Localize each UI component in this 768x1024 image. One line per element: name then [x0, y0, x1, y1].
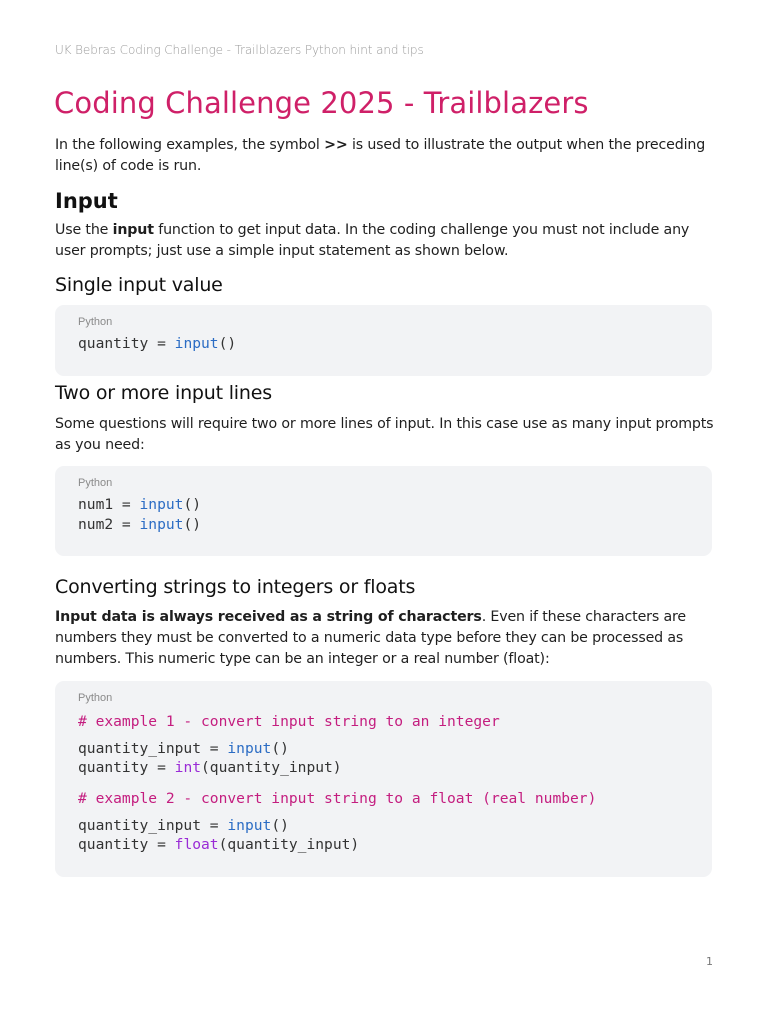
running-header: UK Bebras Coding Challenge - Trailblazers Python hint and tips [55, 43, 424, 57]
code-builtin: input [227, 817, 272, 834]
page-number: 1 [706, 955, 713, 968]
code-builtin: input [174, 335, 219, 352]
code-line [78, 836, 359, 853]
converting-bold-text: Input data is always received as a string of characters [55, 609, 482, 625]
intro-text-end: is used to illustrate the output when the preceding line(s) of code is run. [55, 137, 706, 174]
code-line [78, 740, 289, 757]
intro-text-start: In the following examples, the symbol [55, 137, 325, 153]
output-symbol: >> [324, 137, 348, 153]
subheading-single-input: Single input value [55, 274, 223, 296]
code-text: num1 = [78, 496, 140, 513]
code-builtin: int [174, 759, 202, 776]
code-language-label: Python [78, 316, 113, 328]
code-text: quantity_input = [78, 740, 228, 757]
code-language-label: Python [78, 477, 113, 489]
code-text: () [271, 740, 289, 757]
code-comment: # example 2 - convert input string to a float (real number) [78, 790, 597, 807]
code-text: quantity = [78, 759, 175, 776]
section-heading-input: Input [55, 189, 118, 213]
input-text-start: Use the [55, 222, 113, 238]
input-text-end: function to get input data. In the coding challenge you must not include any user prompts; just use a simple input statement as shown below. [55, 222, 690, 259]
code-block-multi-input [55, 466, 712, 556]
code-text: quantity_input = [78, 817, 228, 834]
code-line [78, 335, 236, 352]
code-text: (quantity_input) [218, 836, 360, 853]
code-block-single-input [55, 305, 712, 376]
code-text: quantity = [78, 335, 175, 352]
code-text: num2 = [78, 516, 140, 533]
page-title: Coding Challenge 2025 - Trailblazers [54, 86, 589, 120]
code-text: () [183, 516, 202, 533]
code-builtin: input [139, 516, 184, 533]
code-builtin: float [174, 836, 219, 853]
converting-text: . Even if these characters are numbers they must be converted to a numeric data type before they can be processed as numbers. This numeric type can be an integer or a real number (float): [55, 609, 686, 667]
code-text: (quantity_input) [201, 759, 342, 776]
code-line [78, 759, 342, 776]
code-text: () [183, 496, 202, 513]
intro-paragraph [55, 135, 715, 177]
code-line [78, 496, 201, 513]
code-line [78, 817, 289, 834]
code-block-converting [55, 681, 712, 877]
converting-paragraph [55, 607, 715, 670]
code-comment: # example 1 - convert input string to an integer [78, 713, 500, 730]
code-language-label: Python [78, 692, 113, 704]
multi-input-paragraph: Some questions will require two or more lines of input. In this case use as many input prompts as you need: [55, 416, 714, 453]
code-line [78, 516, 201, 533]
subheading-multi-input: Two or more input lines [55, 382, 272, 404]
code-builtin: input [227, 740, 272, 757]
input-keyword: input [112, 222, 154, 238]
code-builtin: input [139, 496, 184, 513]
code-text: () [271, 817, 289, 834]
subheading-converting: Converting strings to integers or floats [55, 576, 416, 598]
code-text: quantity = [78, 836, 175, 853]
code-text: () [218, 335, 237, 352]
input-paragraph [55, 220, 715, 262]
